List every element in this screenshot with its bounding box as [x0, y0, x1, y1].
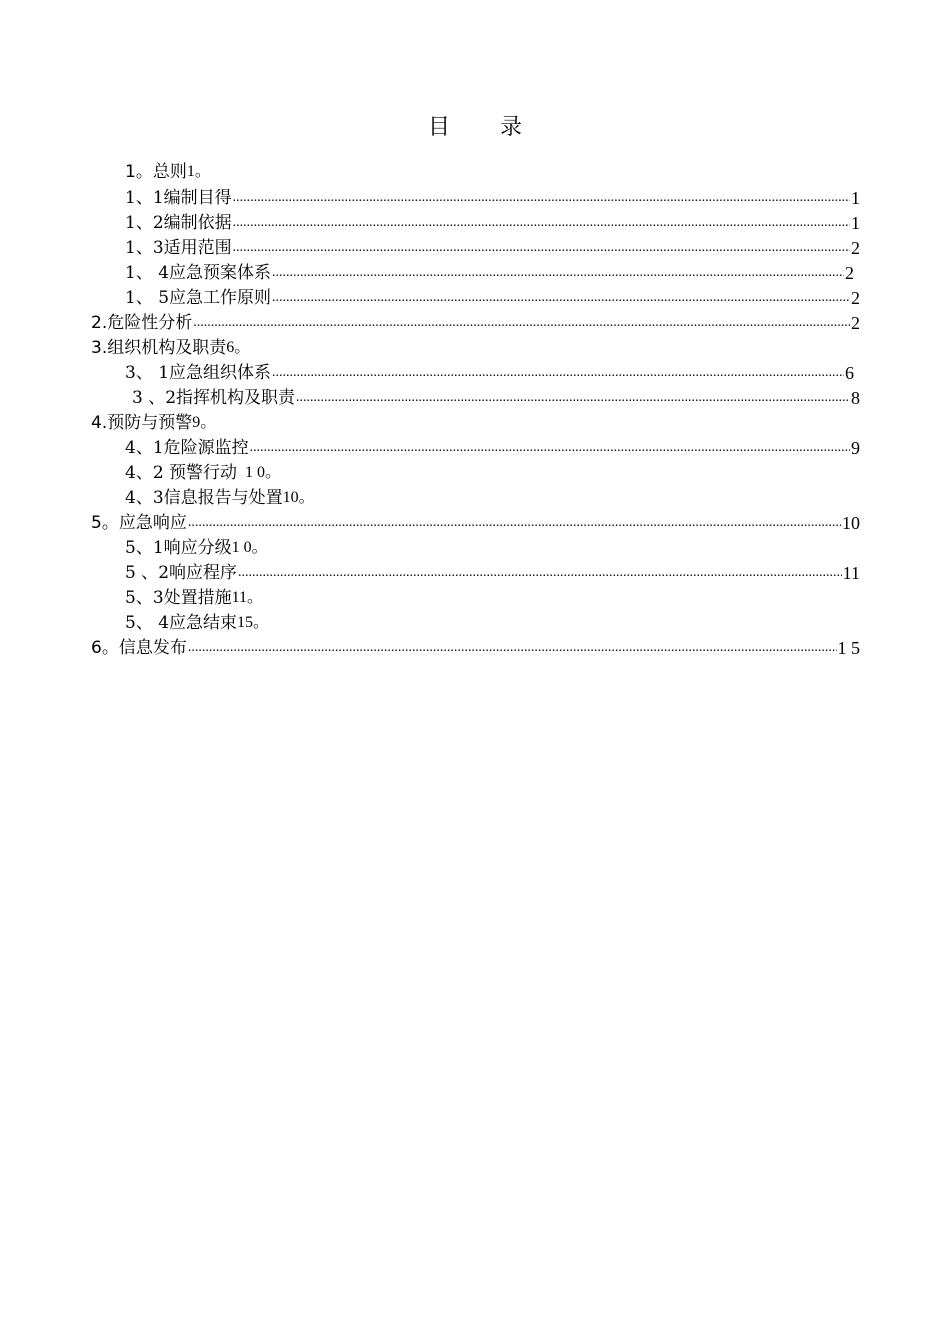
toc-entry-page: 1。 [186, 163, 211, 180]
toc-entry-page: 11 [842, 563, 860, 583]
toc-entry-label: 6。信息发布 [91, 638, 187, 658]
toc-entry [125, 458, 281, 483]
toc-leader-dots [193, 313, 850, 333]
toc-entry [125, 583, 263, 608]
toc-entry-page: 11。 [231, 589, 264, 606]
toc-entry [125, 533, 268, 558]
toc-entry-page: 9。 [192, 414, 217, 431]
toc-entry [125, 433, 860, 458]
toc-entry [132, 383, 860, 408]
toc-entry-label: 5、1响应分级 [125, 538, 232, 558]
toc-entry-page: 9 [851, 438, 860, 458]
toc-entry-label: 1、2编制依据 [125, 213, 232, 233]
toc-entry-page: 2 [845, 263, 854, 283]
toc-entry [125, 608, 269, 633]
toc-entry-page: 1 0。 [245, 464, 282, 481]
toc-leader-dots [296, 388, 850, 408]
toc-entry-page: 1 [851, 213, 860, 233]
toc-entry-page: 1 5 [837, 638, 860, 658]
toc-entry-label: 4、2 预警行动 [125, 463, 238, 483]
toc-leader-dots [233, 188, 850, 208]
toc-entry [91, 408, 216, 433]
toc-leader-dots [272, 288, 850, 308]
toc-entry [125, 483, 315, 508]
toc-leader-dots [233, 213, 850, 233]
toc-leader-dots [272, 363, 844, 383]
toc-entry-page: 1 0。 [231, 539, 268, 556]
toc-entry-label: 3.组织机构及职责 [91, 338, 227, 358]
toc-title [0, 110, 950, 141]
toc-entry [125, 233, 860, 258]
toc-entry-label: 4、1危险源监控 [125, 438, 249, 458]
toc-entry-label: 1、 4应急预案体系 [125, 263, 272, 283]
toc-entry [91, 508, 860, 533]
toc-entry-label: 4.预防与预警 [91, 413, 193, 433]
toc-title-char-2: 录 [500, 115, 523, 140]
toc-entry [91, 633, 860, 658]
toc-entry-page: 2 [851, 288, 860, 308]
toc-entry [125, 358, 854, 383]
toc-entry-page: 15。 [237, 614, 270, 631]
toc-entry-label: 1、 5应急工作原则 [125, 288, 272, 308]
toc-entry-label: 1、3适用范围 [125, 238, 232, 258]
toc-entry-page: 10。 [282, 489, 315, 506]
toc-entry-page: 8 [851, 388, 860, 408]
toc-entry-label: 5、3处置措施 [125, 588, 232, 608]
toc-entry-label: 5。应急响应 [91, 513, 187, 533]
toc-entry-page: 6 [845, 363, 854, 383]
toc-leader-dots [233, 238, 850, 258]
toc-entry [91, 333, 250, 358]
toc-entry [125, 283, 860, 308]
toc-entry-label: 2.危险性分析 [91, 313, 193, 333]
toc-leader-dots [188, 513, 841, 533]
toc-entry-label: 4、3信息报告与处置 [125, 488, 283, 508]
toc-entry-label: 5、 4应急结束 [125, 613, 238, 633]
toc-entry-page: 10 [842, 513, 860, 533]
toc-entry-page: 2 [851, 238, 860, 258]
toc-leader-dots [250, 438, 850, 458]
toc-entry-page: 6。 [226, 339, 251, 356]
toc-entry-page: 2 [851, 313, 860, 333]
toc-entry-label: 3 、2指挥机构及职责 [132, 388, 296, 408]
toc-entry [125, 157, 211, 182]
toc-entry-label: 1。总则 [125, 162, 187, 182]
toc-entry [125, 258, 854, 283]
toc-entry [125, 558, 860, 583]
toc-leader-dots [272, 263, 844, 283]
toc-entry [125, 183, 860, 208]
toc-entry-page: 1 [851, 188, 860, 208]
toc-entry-label: 3、 1应急组织体系 [125, 363, 272, 383]
toc-entry-label: 5 、2响应程序 [125, 563, 238, 583]
toc-title-char-1: 目 [427, 115, 450, 140]
toc-entry-label: 1、1编制目得 [125, 188, 232, 208]
toc-entry [91, 308, 860, 333]
toc-leader-dots [188, 638, 837, 658]
toc-leader-dots [238, 563, 842, 583]
toc-entry [125, 208, 860, 233]
